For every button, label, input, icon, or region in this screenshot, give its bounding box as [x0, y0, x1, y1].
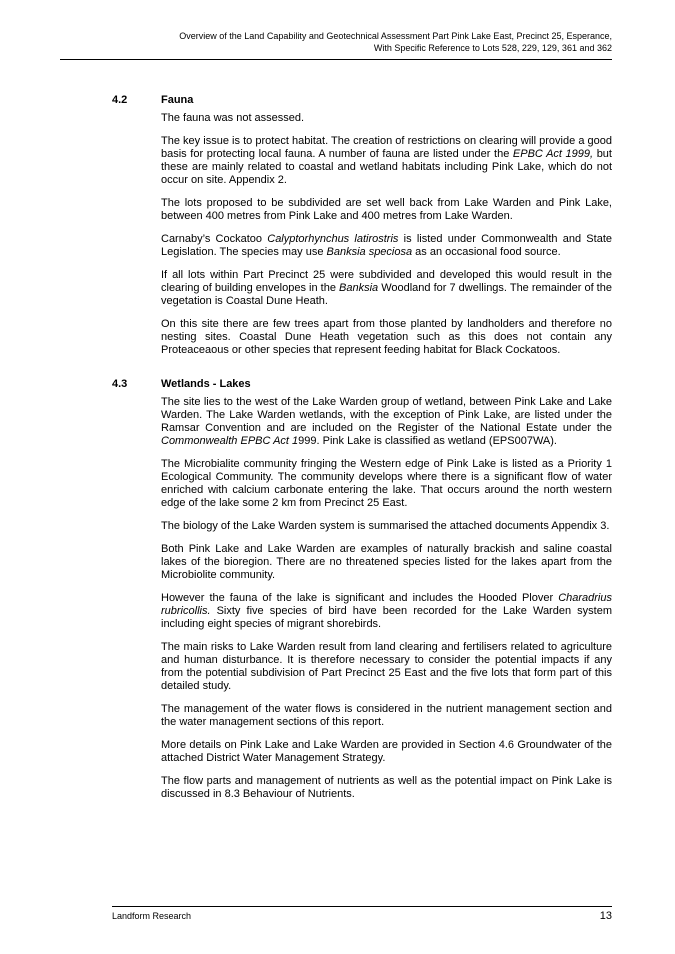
paragraph	[161, 775, 612, 801]
text-run: More details on Pink Lake and Lake Warden are provided in Section 4.6 Groundwater of the attached District Water Management Strategy.	[161, 739, 612, 764]
text-run: 999. Pink Lake is classified as wetland (EPS007WA).	[298, 435, 557, 447]
paragraph	[161, 233, 612, 259]
text-run: is listed under Commonwealth and State Legislation. The species may use	[161, 233, 612, 258]
paragraph	[161, 458, 612, 510]
section-title: Fauna	[161, 94, 194, 106]
section-heading	[112, 378, 612, 391]
paragraph	[161, 592, 612, 631]
page-footer	[112, 906, 612, 922]
italic-text: Charadrius rubricollis.	[161, 592, 612, 617]
text-run: If all lots within Part Precinct 25 were subdivided and developed this would result in the clearing of building envelopes in the	[161, 269, 612, 294]
text-run: The biology of the Lake Warden system is summarised the attached documents Appendix 3.	[161, 520, 610, 532]
text-run: as an occasional food source.	[412, 246, 561, 258]
italic-text: Banksia	[339, 282, 379, 294]
text-run: The lots proposed to be subdivided are set well back from Lake Warden and Pink Lake, between 400 metres from Pink Lake and 400 metres from Lake Warden.	[161, 197, 612, 222]
paragraph	[161, 135, 612, 187]
section-number: 4.2	[112, 94, 128, 106]
section-4-3	[112, 378, 612, 801]
text-run: Sixty five species of bird have been recorded for the Lake Warden system including eight species of migrant shorebirds.	[161, 605, 612, 630]
paragraph	[161, 739, 612, 765]
paragraph	[161, 641, 612, 693]
italic-text: Banksia speciosa	[326, 246, 413, 258]
paragraph	[161, 269, 612, 308]
paragraph	[161, 112, 612, 125]
paragraph	[161, 520, 612, 533]
text-run: The key issue is to protect habitat. The creation of restrictions on clearing will provide a good basis for protecting local fauna. A number of fauna are listed under the	[161, 135, 612, 160]
section-4-2	[112, 94, 612, 357]
header-line-1: Overview of the Land Capability and Geotechnical Assessment Part Pink Lake East, Precinct 25, Esperance,	[179, 31, 612, 41]
page-header	[60, 31, 612, 60]
page-number: 13	[599, 910, 612, 922]
text-run: The site lies to the west of the Lake Warden group of wetland, between Pink Lake and Lake Warden. The Lake Warden wetlands, with the exception of Pink Lake, are listed under the Ramsar Convention and are included on the Register of the National Estate under the	[161, 396, 612, 434]
paragraph	[161, 703, 612, 729]
text-run: The fauna was not assessed.	[161, 112, 305, 124]
header-line-2: With Specific Reference to Lots 528, 229, 129, 361 and 362	[373, 42, 612, 53]
text-run: The Microbialite community fringing the Western edge of Pink Lake is listed as a Priority 1 Ecological Community. The community develops where there is a significant flow of water enriched with calcium carbonate entering the lake. That occurs around the north western edge of the lake some 2 km from Precinct 25 East.	[161, 458, 612, 509]
italic-text: Commonwealth EPBC Act 1	[161, 435, 299, 447]
text-run: Woodland for 7 dwellings. The remainder of the vegetation is Coastal Dune Heath.	[161, 282, 612, 307]
italic-text: Calyptorhynchus latirostris	[267, 233, 399, 245]
section-heading	[112, 94, 612, 107]
text-run: The management of the water flows is considered in the nutrient management section and the water management sections of this report.	[161, 703, 612, 728]
text-run: However the fauna of the lake is significant and includes the Hooded Plover	[161, 592, 559, 604]
text-run: The main risks to Lake Warden result from land clearing and fertilisers related to agriculture and human disturbance. It is therefore necessary to consider the potential impacts if any from the potential subdivision of Part Precinct 25 East and the five lots that form part of this detailed study.	[161, 641, 612, 692]
italic-text: EPBC Act 1999,	[512, 148, 594, 160]
paragraph	[161, 318, 612, 357]
paragraph	[161, 197, 612, 223]
footer-publisher: Landform Research	[112, 911, 192, 921]
document-body	[112, 94, 612, 822]
text-run: On this site there are few trees apart from those planted by landholders and therefore no nesting sites. Coastal Dune Heath vegetation such as this does not contain any Proteaceaous or other species that represent feeding habitat for Black Cockatoos.	[161, 318, 612, 356]
text-run: but these are mainly related to coastal and wetland habitats including Pink Lake, which do not occur on site. Appendix 2.	[161, 148, 612, 186]
text-run: Both Pink Lake and Lake Warden are examples of naturally brackish and saline coastal lakes of the bioregion. There are no threatened species listed for the lakes apart from the Microbiolite community.	[161, 543, 612, 581]
text-run: The flow parts and management of nutrients as well as the potential impact on Pink Lake is discussed in 8.3 Behaviour of Nutrients.	[161, 775, 612, 800]
paragraph	[161, 396, 612, 448]
section-title: Wetlands - Lakes	[161, 378, 251, 390]
text-run: Carnaby’s Cockatoo	[161, 233, 268, 245]
paragraph	[161, 543, 612, 582]
section-number: 4.3	[112, 378, 128, 390]
